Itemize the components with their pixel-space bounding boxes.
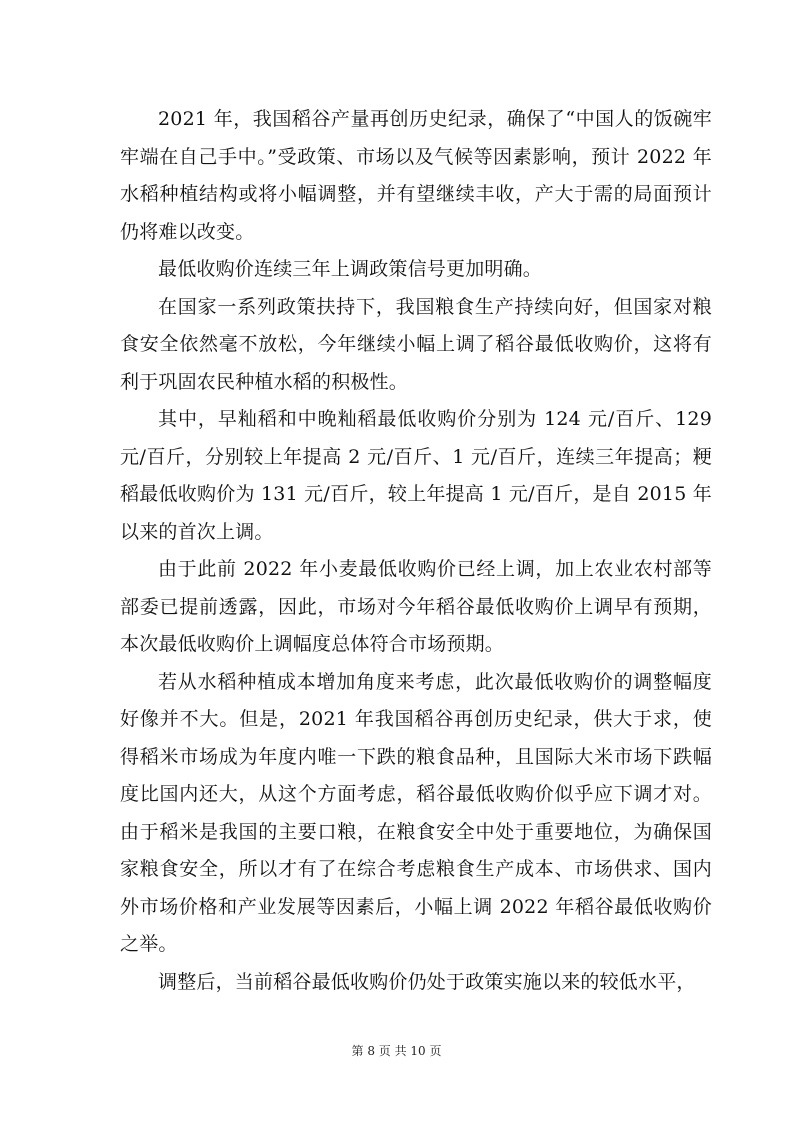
document-body [120, 101, 712, 1001]
paragraph: 最低收购价连续三年上调政策信号更加明确。 [158, 258, 543, 280]
page-number-label: 第 8 页 共 10 页 [351, 1044, 442, 1058]
paragraph: 在国家一系列政策扶持下，我国粮食生产持续向好，但国家对粮食安全依然毫不放松，今年继续小幅上调了稻谷最低收购价，这将有利于巩固农民种植水稻的积极性。 [120, 295, 712, 393]
paragraph: 由于此前 2022 年小麦最低收购价已经上调，加上农业农村部等部委已提前透露，因此，市场对今年稻谷最低收购价上调早有预期，本次最低收购价上调幅度总体符合市场预期。 [120, 558, 712, 655]
paragraph: 2021 年，我国稻谷产量再创历史纪录，确保了“中国人的饭碗牢牢端在自己手中。”受政策、市场以及气候等因素影响，预计 2022 年水稻种植结构或将小幅调整，并有望继续丰收，产大于需的局面预计仍将难以改变。 [120, 108, 712, 243]
paragraph: 调整后，当前稻谷最低收购价仍处于政策实施以来的较低水平， [158, 970, 696, 993]
paragraph: 若从水稻种植成本增加角度来考虑，此次最低收购价的调整幅度好像并不大。但是，2021 年我国稻谷再创历史纪录，供大于求，使得稻米市场成为年度内唯一下跌的粮食品种，且国际大米市场下跌幅度比国内还大，从这个方面考虑，稻谷最低收购价似乎应下调才对。由于稻米是我国的主要口粮，在粮食安全中处于重要地位，为确保国家粮食安全，所以才有了在综合考虑粮食生产成本、市场供求、国内外市场价格和产业发展等因素后，小幅上调 2022 年稻谷最低收购价之举。 [120, 670, 712, 955]
paragraph: 其中，早籼稻和中晚籼稻最低收购价分别为 124 元/百斤、129 元/百斤，分别较上年提高 2 元/百斤、1 元/百斤，连续三年提高；粳稻最低收购价为 131 元/百斤，较上年提高 1 元/百斤，是自 2015 年以来的首次上调。 [120, 408, 712, 543]
page-footer [0, 1043, 793, 1059]
